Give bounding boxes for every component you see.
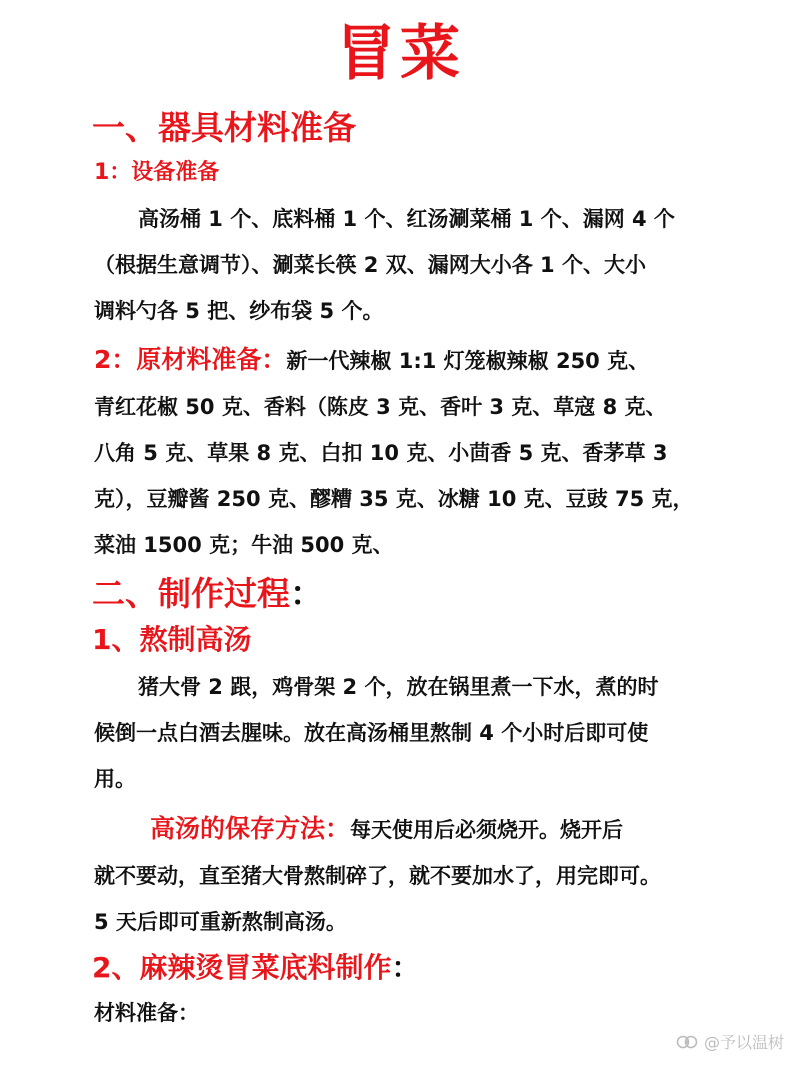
section-heading-process: [92, 574, 323, 614]
raw-materials-text: 新一代辣椒 1:1 灯笼椒辣椒 250 克、: [286, 349, 650, 373]
broth-line: 猪大骨 2 跟，鸡骨架 2 个，放在锅里煮一下水，煮的时: [138, 675, 659, 699]
raw-materials-line: 青红花椒 50 克、香料（陈皮 3 克、香叶 3 克、草寇 8 克、: [94, 395, 667, 419]
broth-paragraph: [94, 664, 724, 802]
equipment-line: 调料勺各 5 把、纱布袋 5 个。: [94, 299, 384, 323]
storage-paragraph: [94, 806, 724, 945]
equipment-line: （根据生意调节）、涮菜长筷 2 双、漏网大小各 1 个、大小: [94, 253, 646, 277]
broth-line: 用。: [94, 767, 136, 791]
page-title: 冒菜: [336, 19, 464, 89]
subheading-equipment-prep: 1：设备准备: [94, 160, 220, 185]
section-heading-equipment: 一、器具材料准备: [92, 108, 356, 147]
step-heading-broth: 1、熬制高汤: [92, 623, 252, 656]
step-heading-base-colon: ：: [391, 951, 420, 984]
materials-label: 材料准备：: [94, 1001, 199, 1025]
raw-materials-first-line: [94, 337, 724, 384]
raw-materials-paragraph: [94, 337, 724, 568]
storage-first-line: [94, 806, 724, 853]
broth-line: 候倒一点白酒去腥味。放在高汤桶里熬制 4 个小时后即可使: [94, 721, 649, 745]
equipment-line: 高汤桶 1 个、底料桶 1 个、红汤涮菜桶 1 个、漏网 4 个: [138, 207, 675, 231]
logo-icon: [676, 1033, 698, 1051]
section-heading-process-text: 二、制作过程: [92, 574, 290, 613]
raw-materials-line: 克），豆瓣酱 250 克、醪糟 35 克、冰糖 10 克、豆豉 75 克，: [94, 487, 694, 511]
storage-text: 每天使用后必须烧开。烧开后: [350, 818, 624, 842]
step-heading-base: [92, 950, 420, 986]
storage-line: 就不要动，直至猪大骨熬制碎了，就不要加水了，用完即可。: [94, 864, 661, 888]
subheading-raw-materials: 2：原材料准备：: [94, 345, 287, 374]
equipment-paragraph: [94, 196, 724, 334]
raw-materials-line: 菜油 1500 克；牛油 500 克、: [94, 533, 394, 557]
watermark-text: @予以温树: [703, 1033, 784, 1052]
storage-line: 5 天后即可重新熬制高汤。: [94, 910, 347, 934]
watermark: [676, 1030, 784, 1053]
section-heading-process-colon: ：: [290, 574, 323, 613]
raw-materials-line: 八角 5 克、草果 8 克、白扣 10 克、小茴香 5 克、香茅草 3: [94, 441, 668, 465]
subheading-storage-method: 高汤的保存方法：: [150, 814, 351, 843]
step-heading-base-text: 2、麻辣烫冒菜底料制作: [92, 951, 392, 984]
